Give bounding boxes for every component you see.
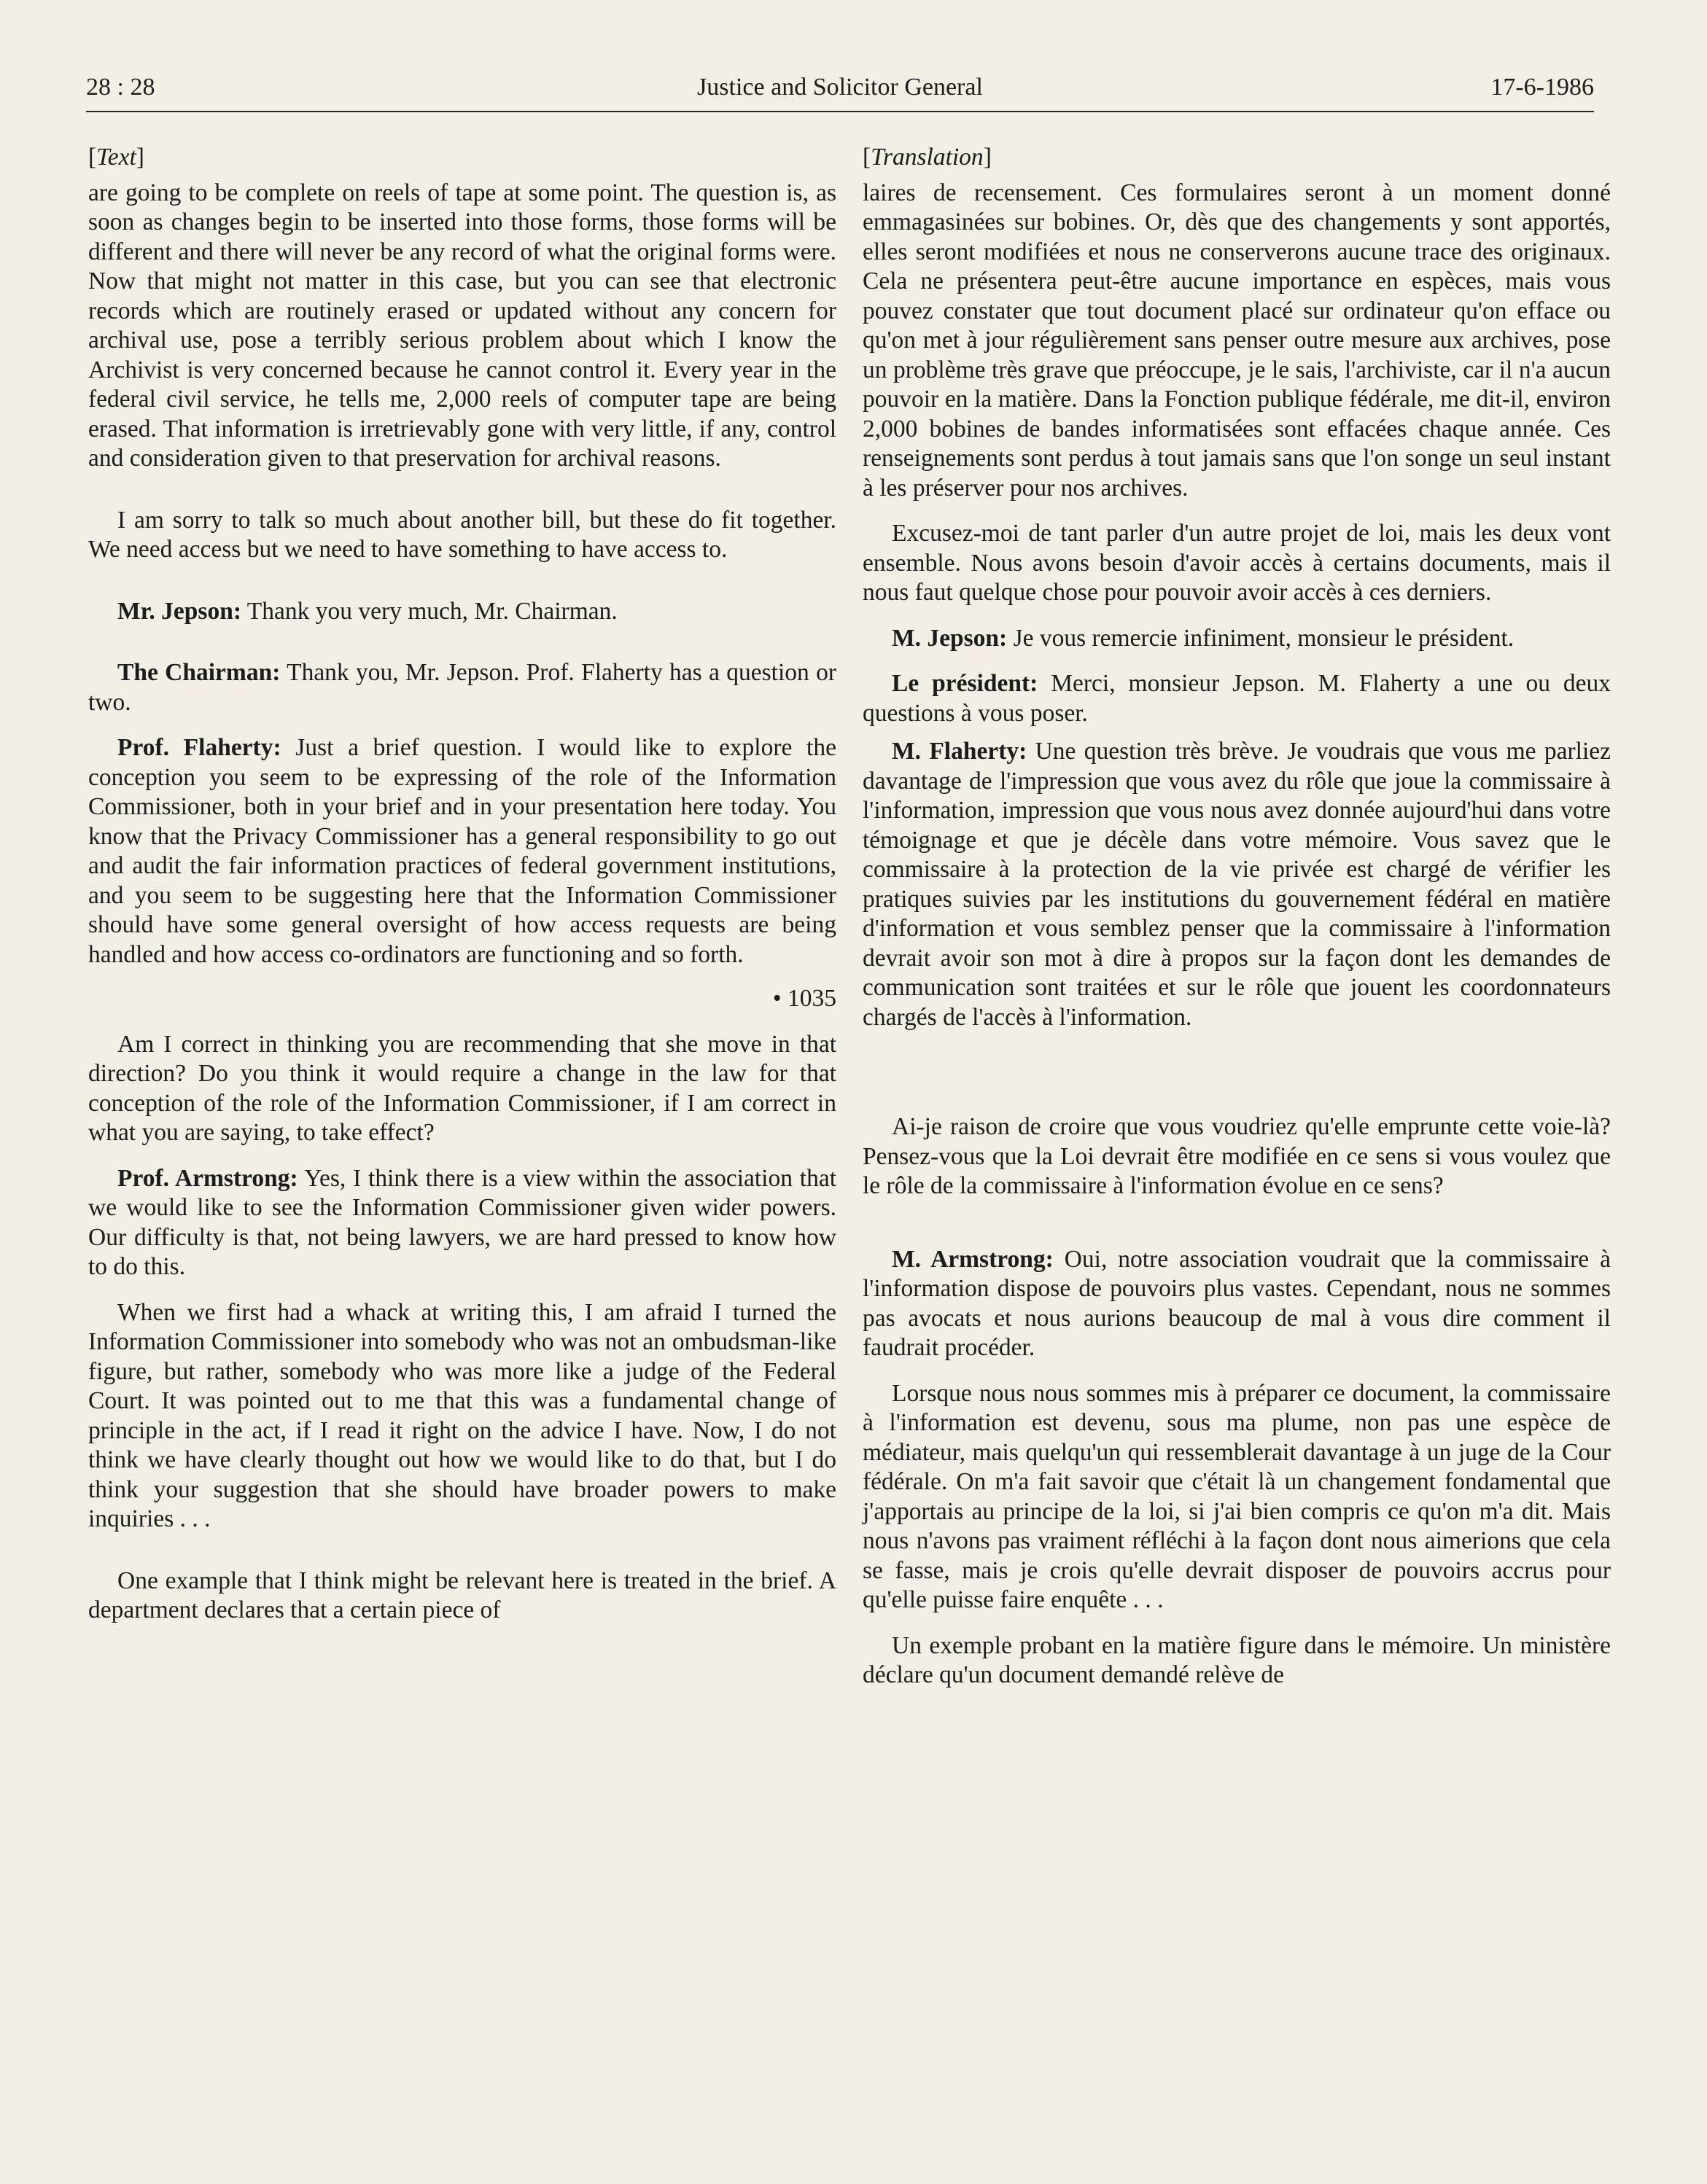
speaker-name: M. Jepson: (892, 624, 1008, 652)
page-number: 28 : 28 (86, 74, 155, 101)
speaker-name: M. Flaherty: (892, 738, 1027, 765)
paragraph: Am I correct in thinking you are recommending that she move in that direction? Do you think it would require a change in the law for that conception of the role of the Information Commissioner, if I am correct in what you are saying, to take effect? (88, 1030, 836, 1146)
running-header (86, 70, 1594, 112)
text-label: [Text] (88, 144, 144, 171)
speaker-name: The Chairman: (117, 659, 281, 686)
speaker-name: Prof. Armstrong: (117, 1164, 298, 1192)
speech-flaherty: M. Flaherty: Une question très brève. Je voudrais que vous me parliez davantage de l'impression que vous avez du rôle que joue la commissaire à l'information, impression que vous nous avez donnée aujourd'hui dans votre témoignage et que je décèle dans votre mémoire. Vous savez que le commissaire à la protection de la vie privée est chargé de vérifier les pratiques suivies par les institutions du gouvernement fédéral en matière d'information et vous semblez penser que la commissaire à l'information devrait avoir son mot à dire à propos sur la façon dont les demandes de communication sont traitées et sur le rôle que jouent les coordonnateurs chargés de l'accès à l'information. (863, 738, 1611, 1031)
speech-jepson: Mr. Jepson: Thank you very much, Mr. Chairman. (117, 597, 618, 625)
speech-flaherty: Prof. Flaherty: Just a brief question. I would like to explore the conception you seem to be expressing of the role of the Information Commissioner, both in your brief and in your presentation here today. You know that the Privacy Commissioner has a general responsibility to go out and audit the fair information practices of federal government institutions, and you seem to be suggesting here that the Information Commissioner should have some general oversight of how access requests are being handled and how access co-ordinators are functioning and so forth. (88, 734, 836, 968)
speaker-name: Le président: (892, 670, 1038, 697)
paragraph: One example that I think might be relevant here is treated in the brief. A department declares that a certain piece of (88, 1567, 836, 1623)
speech-jepson: M. Jepson: Je vous remercie infiniment, monsieur le président. (892, 624, 1514, 652)
publication-title: Justice and Solicitor General (697, 74, 983, 101)
sitting-date: 17-6-1986 (1490, 74, 1594, 101)
paragraph: laires de recensement. Ces formulaires seront à un moment donné emmagasinées sur bobines. Or, dès que des changements y sont apportés, elles seront modifiées et nous ne conserverons aucune trace des originaux. Cela ne présentera peut-être aucune importance en espèces, mais vous pouvez constater que tout document placé sur ordinateur qu'on efface ou qu'on met à jour régulièrement sans penser outre mesure aux archives, pose un problème très grave que préoccupe, je le sais, l'archiviste, car il n'a aucun pouvoir en la matière. Dans la Fonction publique fédérale, me dit-il, environ 2,000 bobines de bandes informatisées sont effacées chaque année. Ces renseignements sont perdus à tout jamais sans que l'on songe un seul instant à les préserver pour nos archives. (863, 179, 1611, 502)
french-column (863, 143, 1611, 1690)
paragraph: Un exemple probant en la matière figure dans le mémoire. Un ministère déclare qu'un document demandé relève de (863, 1631, 1611, 1688)
paragraph: When we first had a whack at writing this, I am afraid I turned the Information Commissioner into somebody who was not an ombudsman-like figure, but rather, somebody who was more like a judge of the Federal Court. It was pointed out to me that this was a fundamental change of principle in the act, if I read it right on the advice I have. Now, I do not think we have clearly thought out how we would like to do that, but I do think your suggestion that she should have broader powers to make inquiries . . . (88, 1298, 836, 1532)
speech-armstrong: Prof. Armstrong: Yes, I think there is a view within the association that we would like to see the Information Commissioner given wider powers. Our difficulty is that, not being lawyers, we are hard pressed to know how to do this. (88, 1164, 837, 1280)
paragraph: Ai-je raison de croire que vous voudriez qu'elle emprunte cette voie-là? Pensez-vous que la Loi devrait être modifiée en ce sens si vous voulez que le rôle de la commissaire à l'information évolue en ce sens? (863, 1113, 1611, 1199)
translation-label: [Translation] (863, 144, 992, 171)
paragraph: Excusez-moi de tant parler d'un autre projet de loi, mais les deux vont ensemble. Nous avons besoin d'avoir accès à certains documents, mais il nous faut quelque chose pour pouvoir avoir accès à ces derniers. (863, 520, 1611, 606)
speech-chairman: The Chairman: Thank you, Mr. Jepson. Prof. Flaherty has a question or two. (88, 659, 836, 716)
paragraph: Lorsque nous nous sommes mis à préparer ce document, la commissaire à l'information est devenu, sous ma plume, non pas une espèce de médiateur, mais quelqu'un qui ressemblerait davantage à un juge de la Cour fédérale. On m'a fait savoir que c'était là un changement fondamental que j'apportais au principe de la loi, si j'ai bien compris ce qu'on m'a dit. Mais nous n'avons pas vraiment réfléchi à la façon dont nous aimerions que cela se fasse, mais je crois qu'elle devrait disposer de pouvoirs accrus pour qu'elle puisse faire enquête . . . (863, 1379, 1611, 1613)
speaker-name: Mr. Jepson: (117, 597, 241, 625)
speech-armstrong: M. Armstrong: Oui, notre association voudrait que la commissaire à l'information dispose de pouvoirs plus vastes. Cependant, nous ne sommes pas avocats et nous aurions beaucoup de mal à vous dire comment il faudrait procéder. (863, 1245, 1611, 1361)
speaker-name: Prof. Flaherty: (117, 734, 281, 761)
time-marker: • 1035 (772, 985, 836, 1012)
paragraph: are going to be complete on reels of tape at some point. The question is, as soon as changes begin to be inserted into those forms, those forms will be different and there will never be any record of what the original forms were. Now that might not matter in this case, but you can see that electronic records which are routinely erased or updated without any concern for archival use, pose a terribly serious problem about which I know the Archivist is very concerned because he cannot control it. Every year in the federal civil service, he tells me, 2,000 reels of computer tape are being erased. That information is irretrievably gone with very little, if any, control and consideration given to that preservation for archival reasons. (88, 179, 836, 472)
speech-chairman: Le président: Merci, monsieur Jepson. M. Flaherty a une ou deux questions à vous poser. (863, 670, 1611, 727)
paragraph: I am sorry to talk so much about another bill, but these do fit together. We need access but we need to have something to have access to. (88, 506, 836, 563)
english-column (88, 143, 836, 1626)
speaker-name: M. Armstrong: (892, 1245, 1054, 1273)
